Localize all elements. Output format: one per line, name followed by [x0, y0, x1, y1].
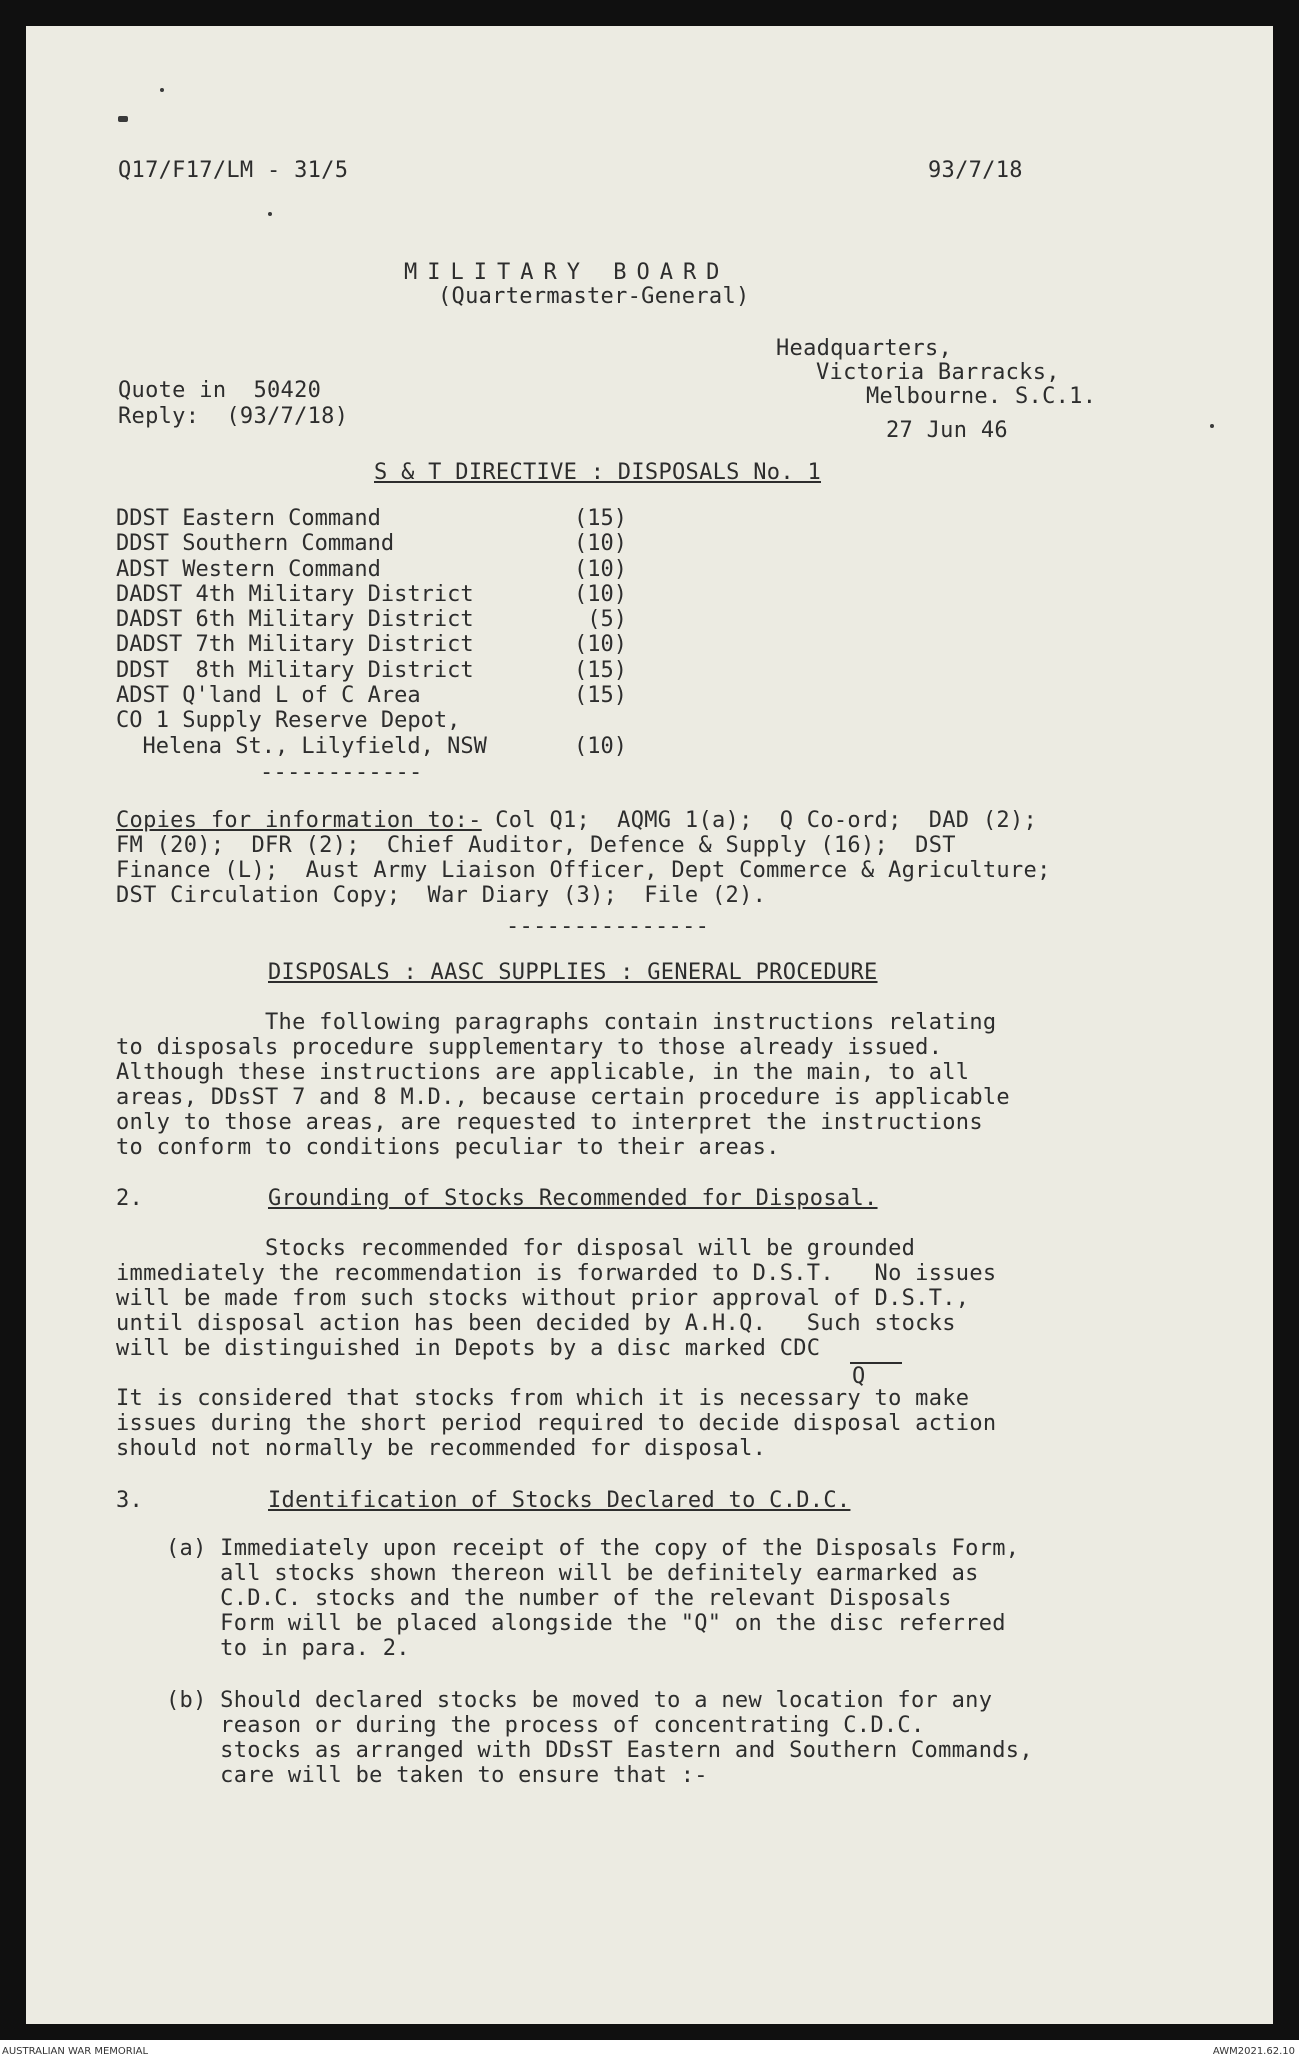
text-line: to conform to conditions peculiar to their areas.	[116, 1135, 780, 1160]
text-line: all stocks shown thereon will be definitely earmarked as	[166, 1561, 979, 1586]
copies-line-2: FM (20); DFR (2); Chief Auditor, Defence & Supply (16); DST	[116, 833, 956, 858]
copy-count: (10)	[574, 632, 627, 658]
paragraph-2-continued	[116, 1386, 996, 1461]
text-line: will be distinguished in Depots by a disc marked CDC	[116, 1336, 821, 1361]
file-number: 93/7/18	[928, 158, 1023, 183]
distribution-divider: ------------	[260, 760, 423, 785]
directive-title: S & T DIRECTIVE : DISPOSALS No. 1	[374, 460, 821, 485]
archive-footer	[0, 2043, 1299, 2061]
address-line-1: Headquarters,	[776, 336, 953, 361]
addressee: DDST Eastern Command	[116, 506, 381, 531]
disc-denominator: Q	[852, 1364, 866, 1389]
copy-count: (15)	[574, 506, 627, 531]
copies-line-4: DST Circulation Copy; War Diary (3); File (2).	[116, 883, 767, 908]
section-2-heading: Grounding of Stocks Recommended for Disposal.	[268, 1186, 878, 1211]
addressee: DDST Southern Command	[116, 531, 395, 557]
addressee: ADST Q'land L of C Area	[116, 683, 421, 709]
text-line: Although these instructions are applicable, in the main, to all	[116, 1060, 970, 1085]
copy-count: (15)	[574, 683, 627, 709]
text-line: only to those areas, are requested to interpret the instructions	[116, 1110, 983, 1135]
text-line: C.D.C. stocks and the number of the relevant Disposals	[166, 1586, 952, 1611]
paragraph-1	[116, 1010, 1010, 1160]
text-line: will be made from such stocks without prior approval of D.S.T.,	[116, 1286, 970, 1311]
text-line: immediately the recommendation is forwarded to D.S.T. No issues	[116, 1261, 997, 1286]
text-line: to in para. 2.	[166, 1636, 410, 1661]
addressee: DDST 8th Military District	[116, 657, 474, 683]
addressee: ADST Western Command	[116, 556, 381, 582]
file-reference: Q17/F17/LM - 31/5	[118, 158, 349, 183]
text-line: issues during the short period required to decide disposal action	[116, 1411, 997, 1436]
text-line: should not normally be recommended for disposal.	[116, 1436, 767, 1461]
copy-count: (10)	[574, 556, 627, 582]
addressee: DADST 4th Military District	[116, 581, 474, 607]
archive-name: AUSTRALIAN WAR MEMORIAL	[2, 2046, 149, 2057]
section-2-number: 2.	[116, 1186, 144, 1211]
copy-count: (15)	[574, 657, 627, 683]
addressee: DADST 6th Military District	[116, 607, 474, 633]
paper-speck	[160, 88, 164, 92]
text-line: (b) Should declared stocks be moved to a new location for any	[166, 1688, 993, 1713]
text-line: It is considered that stocks from which it is necessary to make	[116, 1386, 970, 1411]
copies-divider: ---------------	[506, 914, 710, 939]
quote-reference: Quote in 50420	[118, 378, 322, 403]
section-3-heading: Identification of Stocks Declared to C.D.C.	[268, 1488, 851, 1513]
text-line: reason or during the process of concentrating C.D.C.	[166, 1713, 925, 1738]
copies-line-3: Finance (L); Aust Army Liaison Officer, Dept Commerce & Agriculture;	[116, 858, 1051, 883]
text-line: stocks as arranged with DDsST Eastern and Southern Commands,	[166, 1738, 1033, 1763]
addressee: Helena St., Lilyfield, NSW	[116, 733, 487, 759]
copy-count: (5)	[574, 607, 627, 633]
copy-count: (10)	[574, 581, 627, 607]
address-line-3: Melbourne. S.C.1.	[866, 384, 1097, 409]
copies-for-information	[116, 808, 1051, 908]
document-subtitle: (Quartermaster-General)	[438, 284, 750, 309]
addressee: DADST 7th Military District	[116, 632, 474, 658]
paragraph-3a	[166, 1536, 1019, 1661]
text-line: Stocks recommended for disposal will be grounded	[116, 1236, 916, 1261]
text-line: The following paragraphs contain instructions relating	[116, 1010, 997, 1035]
address-line-2: Victoria Barracks,	[816, 360, 1060, 385]
section-3-number: 3.	[116, 1488, 144, 1513]
copy-count: (10)	[574, 733, 627, 759]
text-line: Form will be placed alongside the "Q" on the disc referred	[166, 1611, 1006, 1636]
paper-speck	[268, 212, 272, 216]
reply-reference: Reply: (93/7/18)	[118, 404, 349, 429]
document-date: 27 Jun 46	[886, 418, 1008, 443]
text-line: until disposal action has been decided by A.H.Q. Such stocks	[116, 1311, 956, 1336]
paper-speck	[118, 116, 128, 122]
copy-count: (10)	[574, 531, 627, 557]
text-line: areas, DDsST 7 and 8 M.D., because certain procedure is applicable	[116, 1085, 1010, 1110]
copies-label: Copies for information to:-	[116, 808, 482, 833]
text-line: care will be taken to ensure that :-	[166, 1763, 708, 1788]
paragraph-3b	[166, 1688, 1033, 1788]
text-line: to disposals procedure supplementary to those already issued.	[116, 1035, 943, 1060]
document-title: MILITARY BOARD	[404, 260, 730, 285]
copies-line-1: Col Q1; AQMG 1(a); Q Co-ord; DAD (2);	[481, 808, 1038, 833]
paragraph-2	[116, 1236, 996, 1361]
section-heading: DISPOSALS : AASC SUPPLIES : GENERAL PROCEDURE	[268, 960, 878, 985]
paper-speck	[1210, 424, 1214, 428]
addressee: CO 1 Supply Reserve Depot,	[116, 708, 461, 734]
archive-item-id: AWM2021.62.10	[1212, 2046, 1295, 2057]
text-line: (a) Immediately upon receipt of the copy of the Disposals Form,	[166, 1536, 1020, 1561]
